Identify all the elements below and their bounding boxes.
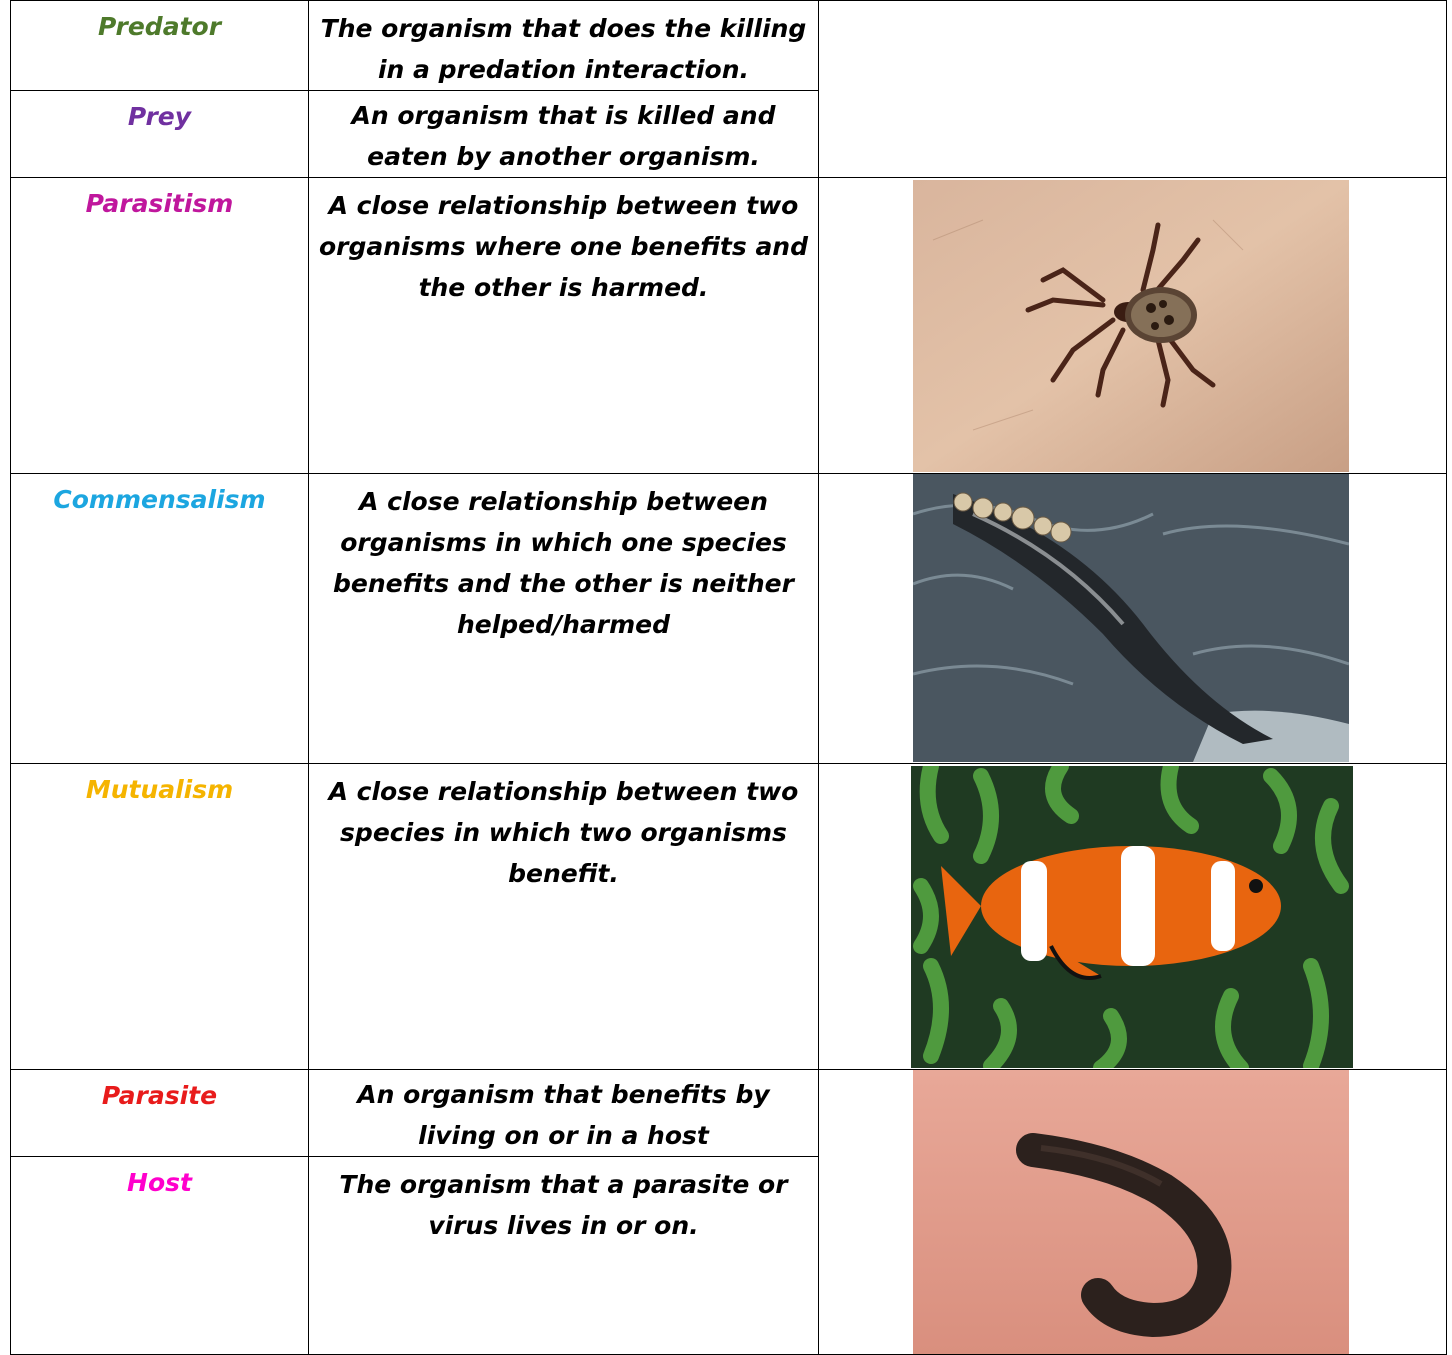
table-row	[11, 178, 1447, 474]
term-predator: Predator	[97, 12, 222, 41]
definition-cell	[309, 91, 819, 178]
image-cell	[819, 764, 1447, 1070]
term-prey: Prey	[127, 102, 192, 131]
image-cell	[819, 1070, 1447, 1355]
term-cell	[11, 1070, 309, 1157]
definition-commensalism: A close relationship between organisms in which one species benefits and the other is neither helped/harmed	[333, 487, 794, 639]
definition-prey: An organism that is killed and eaten by another organism.	[351, 101, 776, 171]
term-host: Host	[127, 1168, 192, 1197]
term-cell	[11, 178, 309, 474]
definition-cell	[309, 178, 819, 474]
term-cell	[11, 764, 309, 1070]
term-cell	[11, 474, 309, 764]
image-cell	[819, 178, 1447, 474]
table-row	[11, 1070, 1447, 1157]
definition-cell	[309, 1, 819, 91]
term-cell	[11, 1, 309, 91]
definition-cell	[309, 764, 819, 1070]
definition-cell	[309, 474, 819, 764]
table-row	[11, 764, 1447, 1070]
whale-fin-with-barnacles-photo	[913, 474, 1349, 762]
leech-on-hand-photo	[913, 1070, 1349, 1354]
definition-parasitism: A close relationship between two organisms where one benefits and the other is harmed.	[319, 191, 809, 302]
definition-cell	[309, 1157, 819, 1355]
term-mutualism: Mutualism	[85, 775, 234, 804]
definition-parasite: An organism that benefits by living on or in a host	[357, 1080, 770, 1150]
term-cell	[11, 1157, 309, 1355]
definition-predator: The organism that does the killing in a predation interaction.	[320, 14, 807, 84]
tick-on-skin-photo	[913, 180, 1349, 472]
clownfish-in-anemone-photo	[911, 766, 1353, 1068]
term-cell	[11, 91, 309, 178]
vocabulary-table	[10, 0, 1447, 1355]
term-parasite: Parasite	[101, 1081, 218, 1110]
empty-image-cell	[819, 1, 1447, 178]
term-parasitism: Parasitism	[85, 189, 234, 218]
definition-host: The organism that a parasite or virus lives in or on.	[339, 1170, 788, 1240]
table-row	[11, 1, 1447, 91]
definition-cell	[309, 1070, 819, 1157]
image-cell	[819, 474, 1447, 764]
definition-mutualism: A close relationship between two species in which two organisms benefit.	[328, 777, 799, 888]
table-row	[11, 474, 1447, 764]
term-commensalism: Commensalism	[53, 485, 266, 514]
